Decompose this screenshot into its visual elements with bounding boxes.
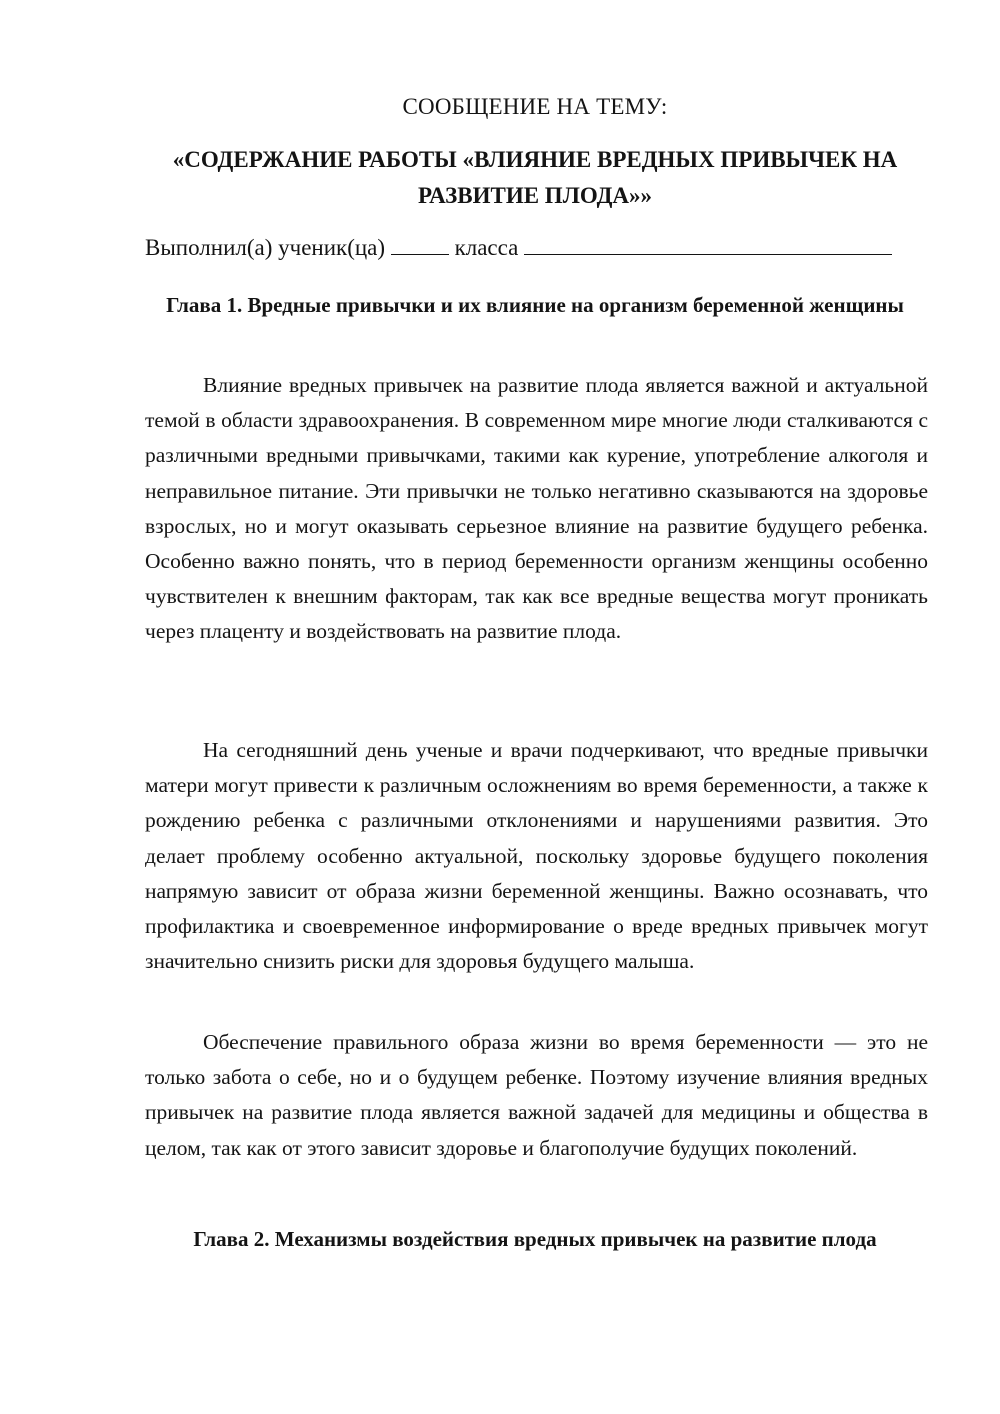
chapter-1-heading: Глава 1. Вредные привычки и их влияние на организм беременной женщины <box>166 293 904 317</box>
name-blank-field[interactable] <box>524 232 892 255</box>
class-label: класса <box>454 235 519 260</box>
author-line <box>145 232 935 261</box>
paragraph-1: Влияние вредных привычек на развитие плода является важной и актуальной темой в области здравоохранения. В современном мире многие люди сталкиваются с различными вредными привычками, такими как курение, употребление алкоголя и неправильное питание. Эти привычки не только негативно сказываются на здоровье взрослых, но и могут оказывать серьезное влияние на развитие будущего ребенка. Особенно важно понять, что в период беременности организм женщины особенно чувствителен к внешним факторам, так как все вредные вещества могут проникать через плаценту и воздействовать на развитие плода. <box>145 373 928 644</box>
header-line: СООБЩЕНИЕ НА ТЕМУ: <box>402 94 668 119</box>
document-title: «СОДЕРЖАНИЕ РАБОТЫ «ВЛИЯНИЕ ВРЕДНЫХ ПРИВЫЧЕК НА РАЗВИТИЕ ПЛОДА»» <box>172 147 898 208</box>
paragraph-3: Обеспечение правильного образа жизни во время беременности — это не только забота о себе, но и о будущем ребенке. Поэтому изучение влияния вредных привычек на развитие плода является важной задачей для медицины и общества в целом, так как от этого зависит здоровье и благополучие будущих поколений. <box>145 1030 928 1160</box>
chapter-2-heading: Глава 2. Механизмы воздействия вредных привычек на развитие плода <box>193 1227 877 1251</box>
paragraph-2: На сегодняшний день ученые и врачи подчеркивают, что вредные привычки матери могут привести к различным осложнениям во время беременности, а также к рождению ребенка с различными отклонениями и нарушениями развития. Это делает проблему особенно актуальной, поскольку здоровье будущего поколения напрямую зависит от образа жизни беременной женщины. Важно осознавать, что профилактика и своевременное информирование о вреде вредных привычек могут значительно снизить риски для здоровья будущего малыша. <box>145 738 928 974</box>
author-prefix: Выполнил(а) ученик(ца) <box>145 235 386 260</box>
grade-blank-field[interactable] <box>391 232 449 255</box>
